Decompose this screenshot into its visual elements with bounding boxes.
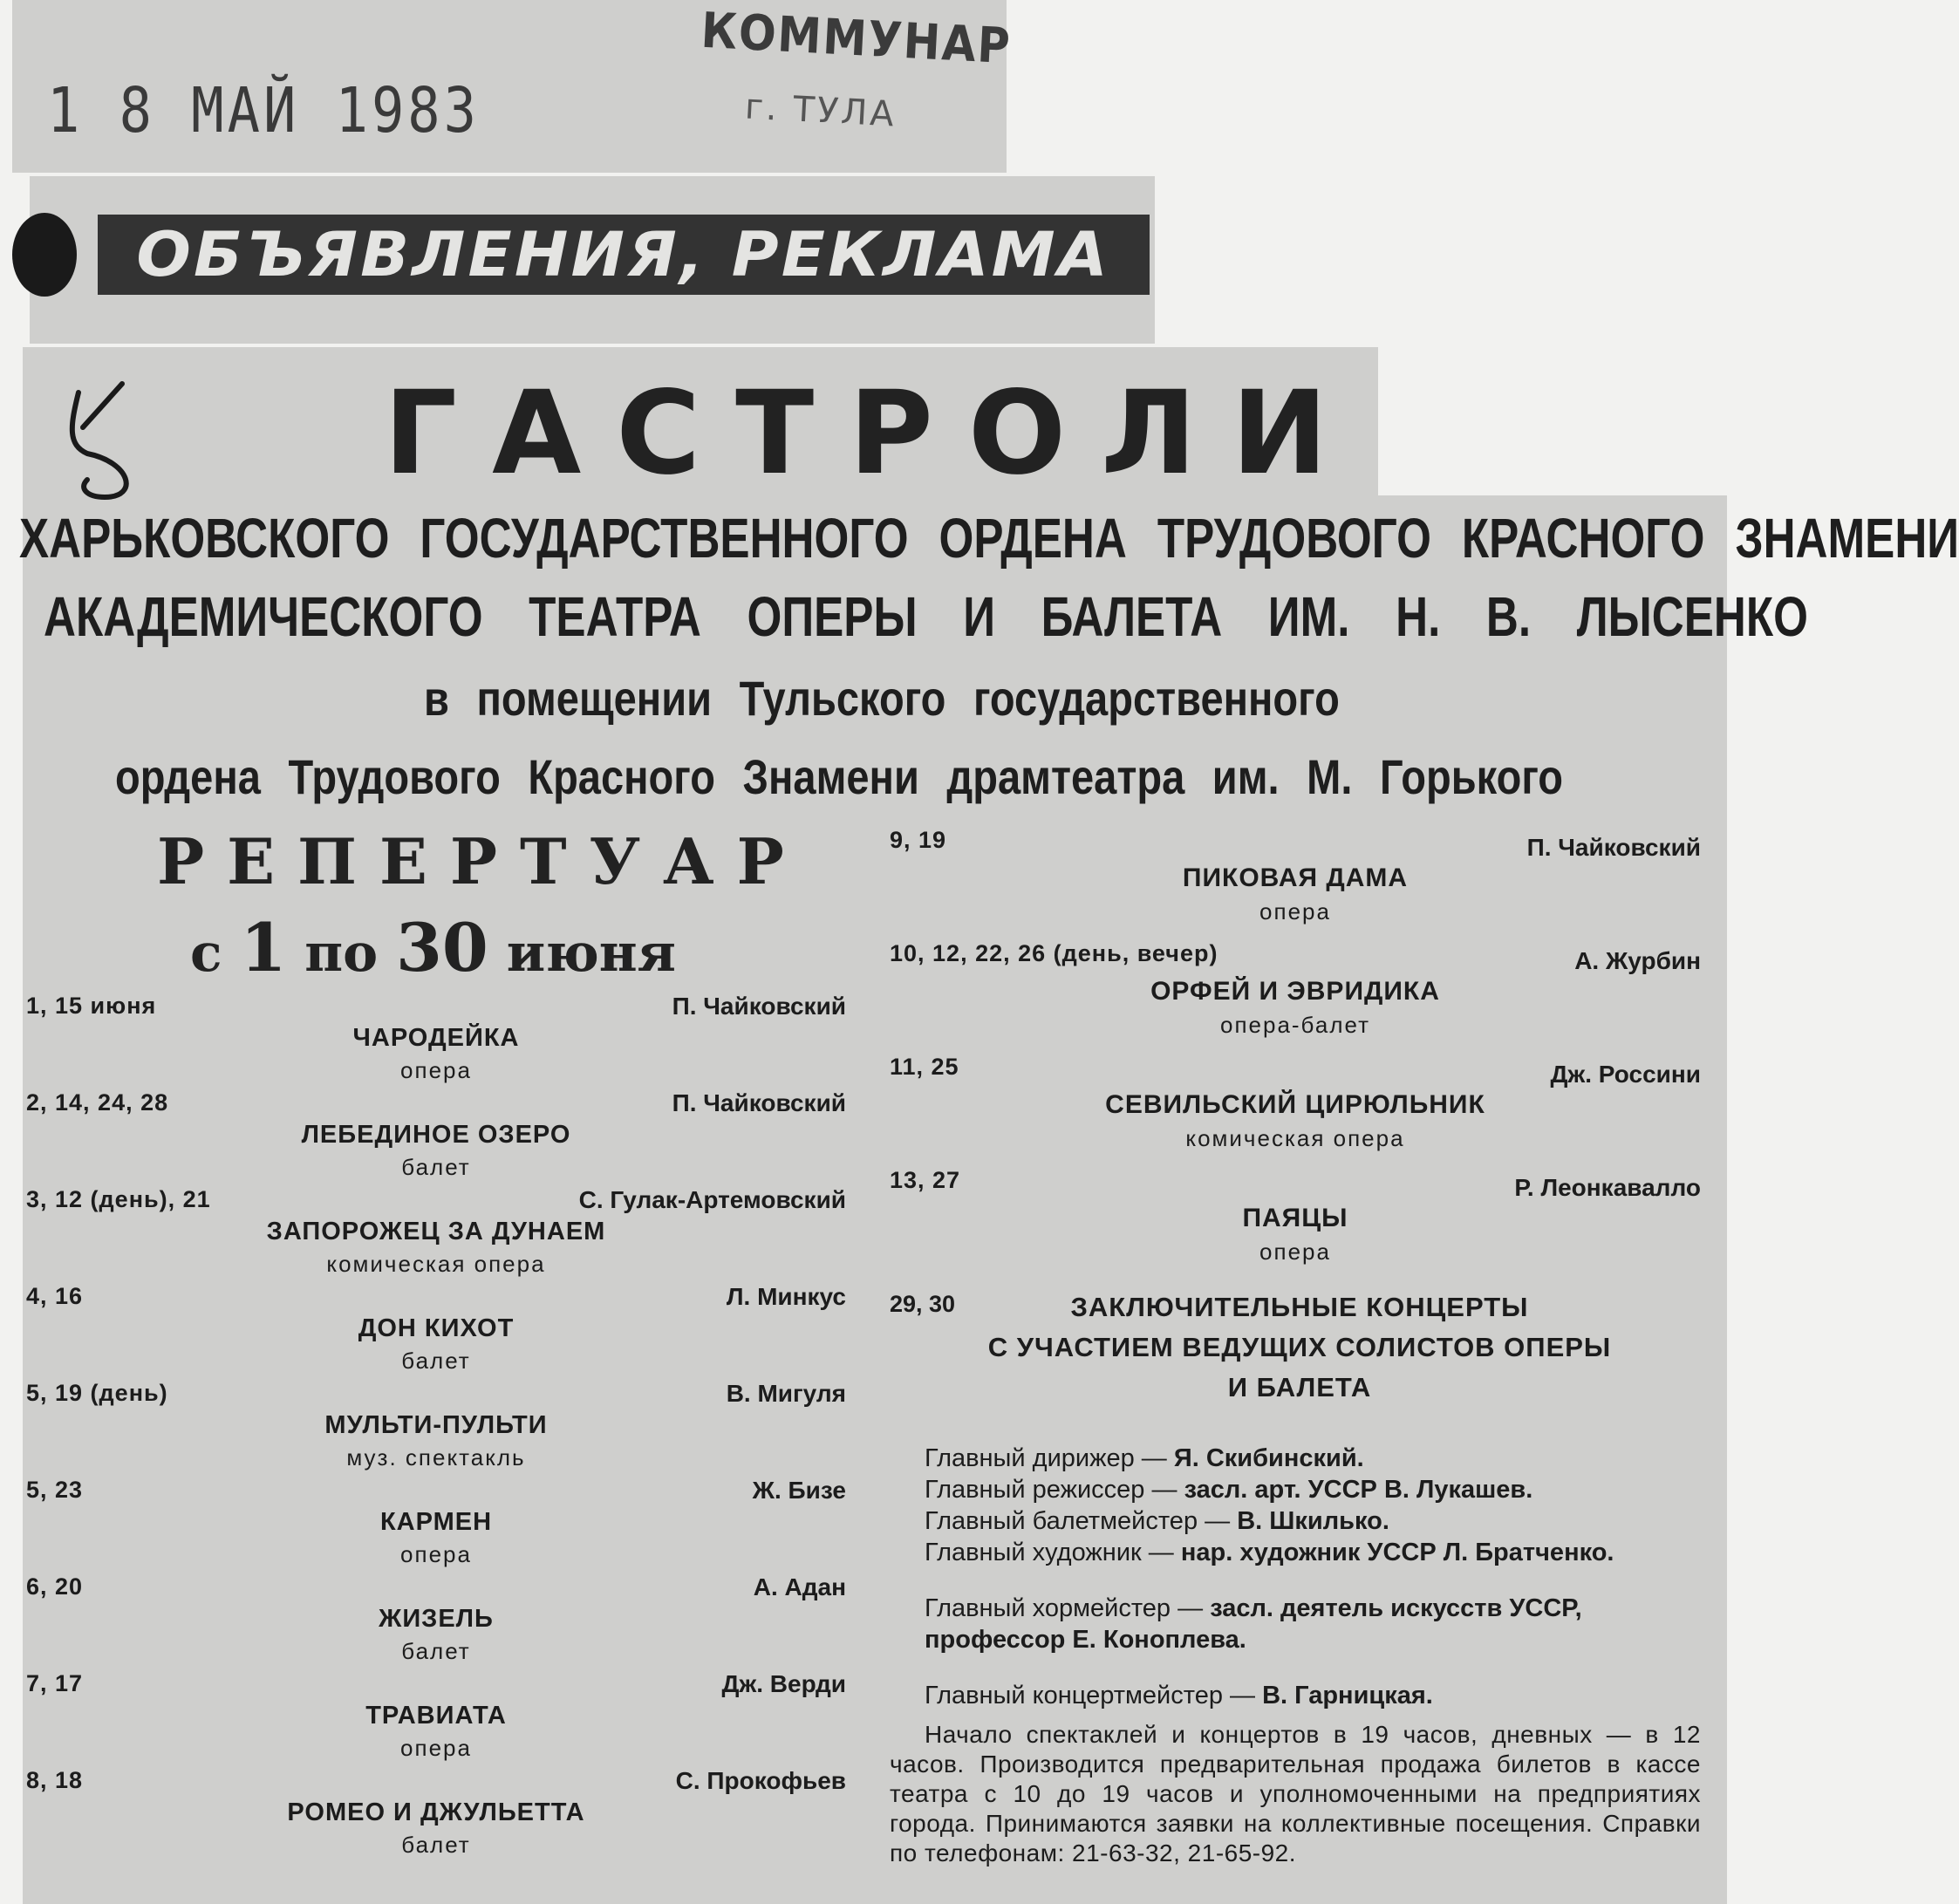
staff-credits	[890, 1443, 1701, 1868]
performance-dates: 3, 12 (день), 21	[26, 1186, 211, 1212]
staff-ballet-master	[890, 1505, 1701, 1537]
repertoire-title: РЕПЕРТУАР	[157, 824, 807, 898]
composer: А. Адан	[753, 1573, 846, 1600]
performance-dates: 6, 20	[26, 1573, 84, 1600]
staff-role: Главный художник —	[925, 1539, 1174, 1566]
work-title: ДОН КИХОТ	[358, 1314, 515, 1342]
section-bullet-icon	[12, 213, 77, 297]
range-from: 1	[240, 909, 287, 986]
work-title: ОРФЕЙ И ЭВРИДИКА	[1150, 977, 1440, 1006]
repertoire-date-range	[190, 909, 676, 986]
stamp-clipping	[12, 0, 1013, 173]
work-genre: опера	[1259, 1239, 1331, 1265]
range-month: июня	[506, 923, 676, 984]
staff-name: засл. деятель искусств УССР, профессор Е. Коноплева.	[925, 1594, 1582, 1654]
composer: Р. Леонкавалло	[1514, 1174, 1701, 1201]
performance-dates: 2, 14, 24, 28	[26, 1089, 169, 1116]
staff-role: Главный концертмейстер —	[925, 1682, 1256, 1710]
work-title: ЛЕБЕДИНОЕ ОЗЕРО	[301, 1121, 571, 1149]
work-title: ЧАРОДЕЙКА	[352, 1024, 520, 1052]
performance-dates: 13, 27	[890, 1167, 961, 1193]
list-item	[26, 1663, 846, 1760]
work-genre: муз. спектакль	[346, 1444, 526, 1471]
work-genre: комическая опера	[1185, 1125, 1405, 1151]
concert-line-3: И БАЛЕТА	[1227, 1372, 1372, 1402]
staff-accompanist	[890, 1680, 1701, 1711]
composer: Дж. Верди	[721, 1670, 846, 1697]
composer: С. Прокофьев	[675, 1767, 846, 1794]
venue-line-2: ордена Трудового Красного Знамени драмтеатра им. М. Горького	[115, 749, 1564, 804]
composer: Л. Минкус	[726, 1283, 846, 1310]
list-item	[26, 1179, 846, 1276]
staff-conductor	[890, 1443, 1701, 1474]
staff-name: Я. Скибинский.	[1173, 1444, 1364, 1472]
concert-line-1: ЗАКЛЮЧИТЕЛЬНЫЕ КОНЦЕРТЫ	[1070, 1292, 1529, 1322]
concert-description	[925, 1287, 1675, 1408]
composer: Дж. Россини	[1550, 1061, 1701, 1088]
work-genre: опера	[400, 1057, 472, 1083]
performance-dates: 7, 17	[26, 1670, 84, 1696]
concert-dates: 29, 30	[890, 1291, 956, 1317]
range-prefix: с	[190, 923, 222, 984]
newspaper-name-stamp: КОММУНАР	[700, 2, 1013, 76]
work-title: СЕВИЛЬСКИЙ ЦИРЮЛЬНИК	[1105, 1090, 1485, 1119]
performance-dates: 10, 12, 22, 26 (день, вечер)	[890, 940, 1218, 966]
closing-concerts	[890, 1287, 1701, 1437]
performance-dates: 1, 15 июня	[26, 993, 157, 1019]
work-genre: балет	[401, 1348, 471, 1374]
performance-dates: 9, 19	[890, 827, 947, 853]
work-genre: опера	[400, 1735, 472, 1761]
work-genre: балет	[401, 1154, 471, 1180]
staff-director	[890, 1474, 1701, 1505]
staff-role: Главный балетмейстер —	[925, 1507, 1231, 1535]
list-item	[26, 1082, 846, 1179]
list-item	[26, 1470, 846, 1566]
performance-dates: 8, 18	[26, 1767, 84, 1793]
staff-name: засл. арт. УССР В. Лукашев.	[1184, 1476, 1533, 1504]
staff-name: В. Гарницкая.	[1262, 1682, 1433, 1710]
range-to: 30	[396, 909, 488, 986]
list-item	[890, 822, 1701, 935]
work-genre: опера-балет	[1219, 1012, 1370, 1038]
work-title: ПИКОВАЯ ДАМА	[1182, 863, 1409, 892]
work-title: ЗАПОРОЖЕЦ ЗА ДУНАЕМ	[266, 1218, 606, 1245]
performance-dates: 5, 23	[26, 1477, 84, 1503]
work-genre: опера	[400, 1541, 472, 1567]
work-title: КАРМЕН	[379, 1508, 493, 1536]
staff-artist	[890, 1537, 1701, 1568]
performance-dates: 5, 19 (день)	[26, 1380, 168, 1406]
staff-name: нар. художник УССР Л. Братченко.	[1180, 1539, 1614, 1566]
schedule-notice: Начало спектаклей и концертов в 19 часов, дневных — в 12 часов. Производится предварительная продажа билетов в кассе театра с 10 до 19 часов и уполномоченными на предприятиях города. Принимаются заявки на коллективные посещения. Справки по телефонам: 21-63-32, 21-65-92.	[890, 1721, 1701, 1866]
performance-dates: 11, 25	[890, 1054, 959, 1080]
work-title: ЖИЗЕЛЬ	[379, 1605, 494, 1633]
list-item	[26, 1760, 846, 1857]
list-item	[890, 935, 1701, 1048]
work-genre: опера	[1259, 898, 1331, 925]
section-header-title: ОБЪЯВЛЕНИЯ, РЕКЛАМА	[136, 219, 1111, 290]
composer: П. Чайковский	[1526, 834, 1701, 861]
performance-dates: 4, 16	[26, 1283, 84, 1309]
staff-chorus-master	[890, 1593, 1701, 1655]
composer: П. Чайковский	[672, 1089, 846, 1116]
date-stamp: 1 8 МАЙ 1983	[47, 73, 480, 147]
staff-name: В. Шкилько.	[1237, 1507, 1389, 1535]
list-item	[890, 1162, 1701, 1275]
list-item	[26, 986, 846, 1082]
range-mid: по	[304, 923, 379, 984]
work-title: ТРАВИАТА	[365, 1702, 507, 1730]
page-title: ГАСТРОЛИ	[384, 366, 1363, 501]
work-title: ПАЯЦЫ	[1242, 1204, 1348, 1232]
work-title: МУЛЬТИ-ПУЛЬТИ	[324, 1411, 548, 1439]
composer: В. Мигуля	[726, 1380, 846, 1407]
newspaper-city-stamp: г. ТУЛА	[743, 86, 898, 135]
list-item	[26, 1566, 846, 1663]
concert-line-2: С УЧАСТИЕМ ВЕДУЩИХ СОЛИСТОВ ОПЕРЫ	[987, 1332, 1612, 1362]
staff-role: Главный режиссер —	[925, 1476, 1177, 1504]
organization-line-2: АКАДЕМИЧЕСКОГО ТЕАТРА ОПЕРЫ И БАЛЕТА ИМ. Н. В. ЛЫСЕНКО	[44, 585, 1808, 648]
composer: С. Гулак-Артемовский	[578, 1186, 846, 1213]
staff-role: Главный дирижер —	[925, 1444, 1167, 1472]
list-item	[890, 1048, 1701, 1162]
list-item	[26, 1373, 846, 1470]
work-genre: комическая опера	[326, 1251, 546, 1277]
repertoire-left-column	[26, 986, 846, 1857]
list-item	[26, 1276, 846, 1373]
organization-line-1: ХАРЬКОВСКОГО ГОСУДАРСТВЕННОГО ОРДЕНА ТРУДОВОГО КРАСНОГО ЗНАМЕНИ	[19, 507, 1959, 570]
work-genre: балет	[401, 1832, 471, 1858]
repertoire-right-column	[890, 822, 1701, 1868]
composer: Ж. Бизе	[752, 1477, 846, 1504]
staff-role: Главный хормейстер —	[925, 1594, 1204, 1622]
composer: П. Чайковский	[672, 993, 846, 1020]
handwritten-mark	[52, 375, 148, 506]
section-header-band	[98, 215, 1150, 295]
work-genre: балет	[401, 1638, 471, 1664]
composer: А. Журбин	[1574, 947, 1701, 974]
work-title: РОМЕО И ДЖУЛЬЕТТА	[287, 1798, 585, 1826]
clipping-cut-edge	[1378, 331, 1727, 495]
venue-line-1: в помещении Тульского государственного	[424, 671, 1340, 726]
